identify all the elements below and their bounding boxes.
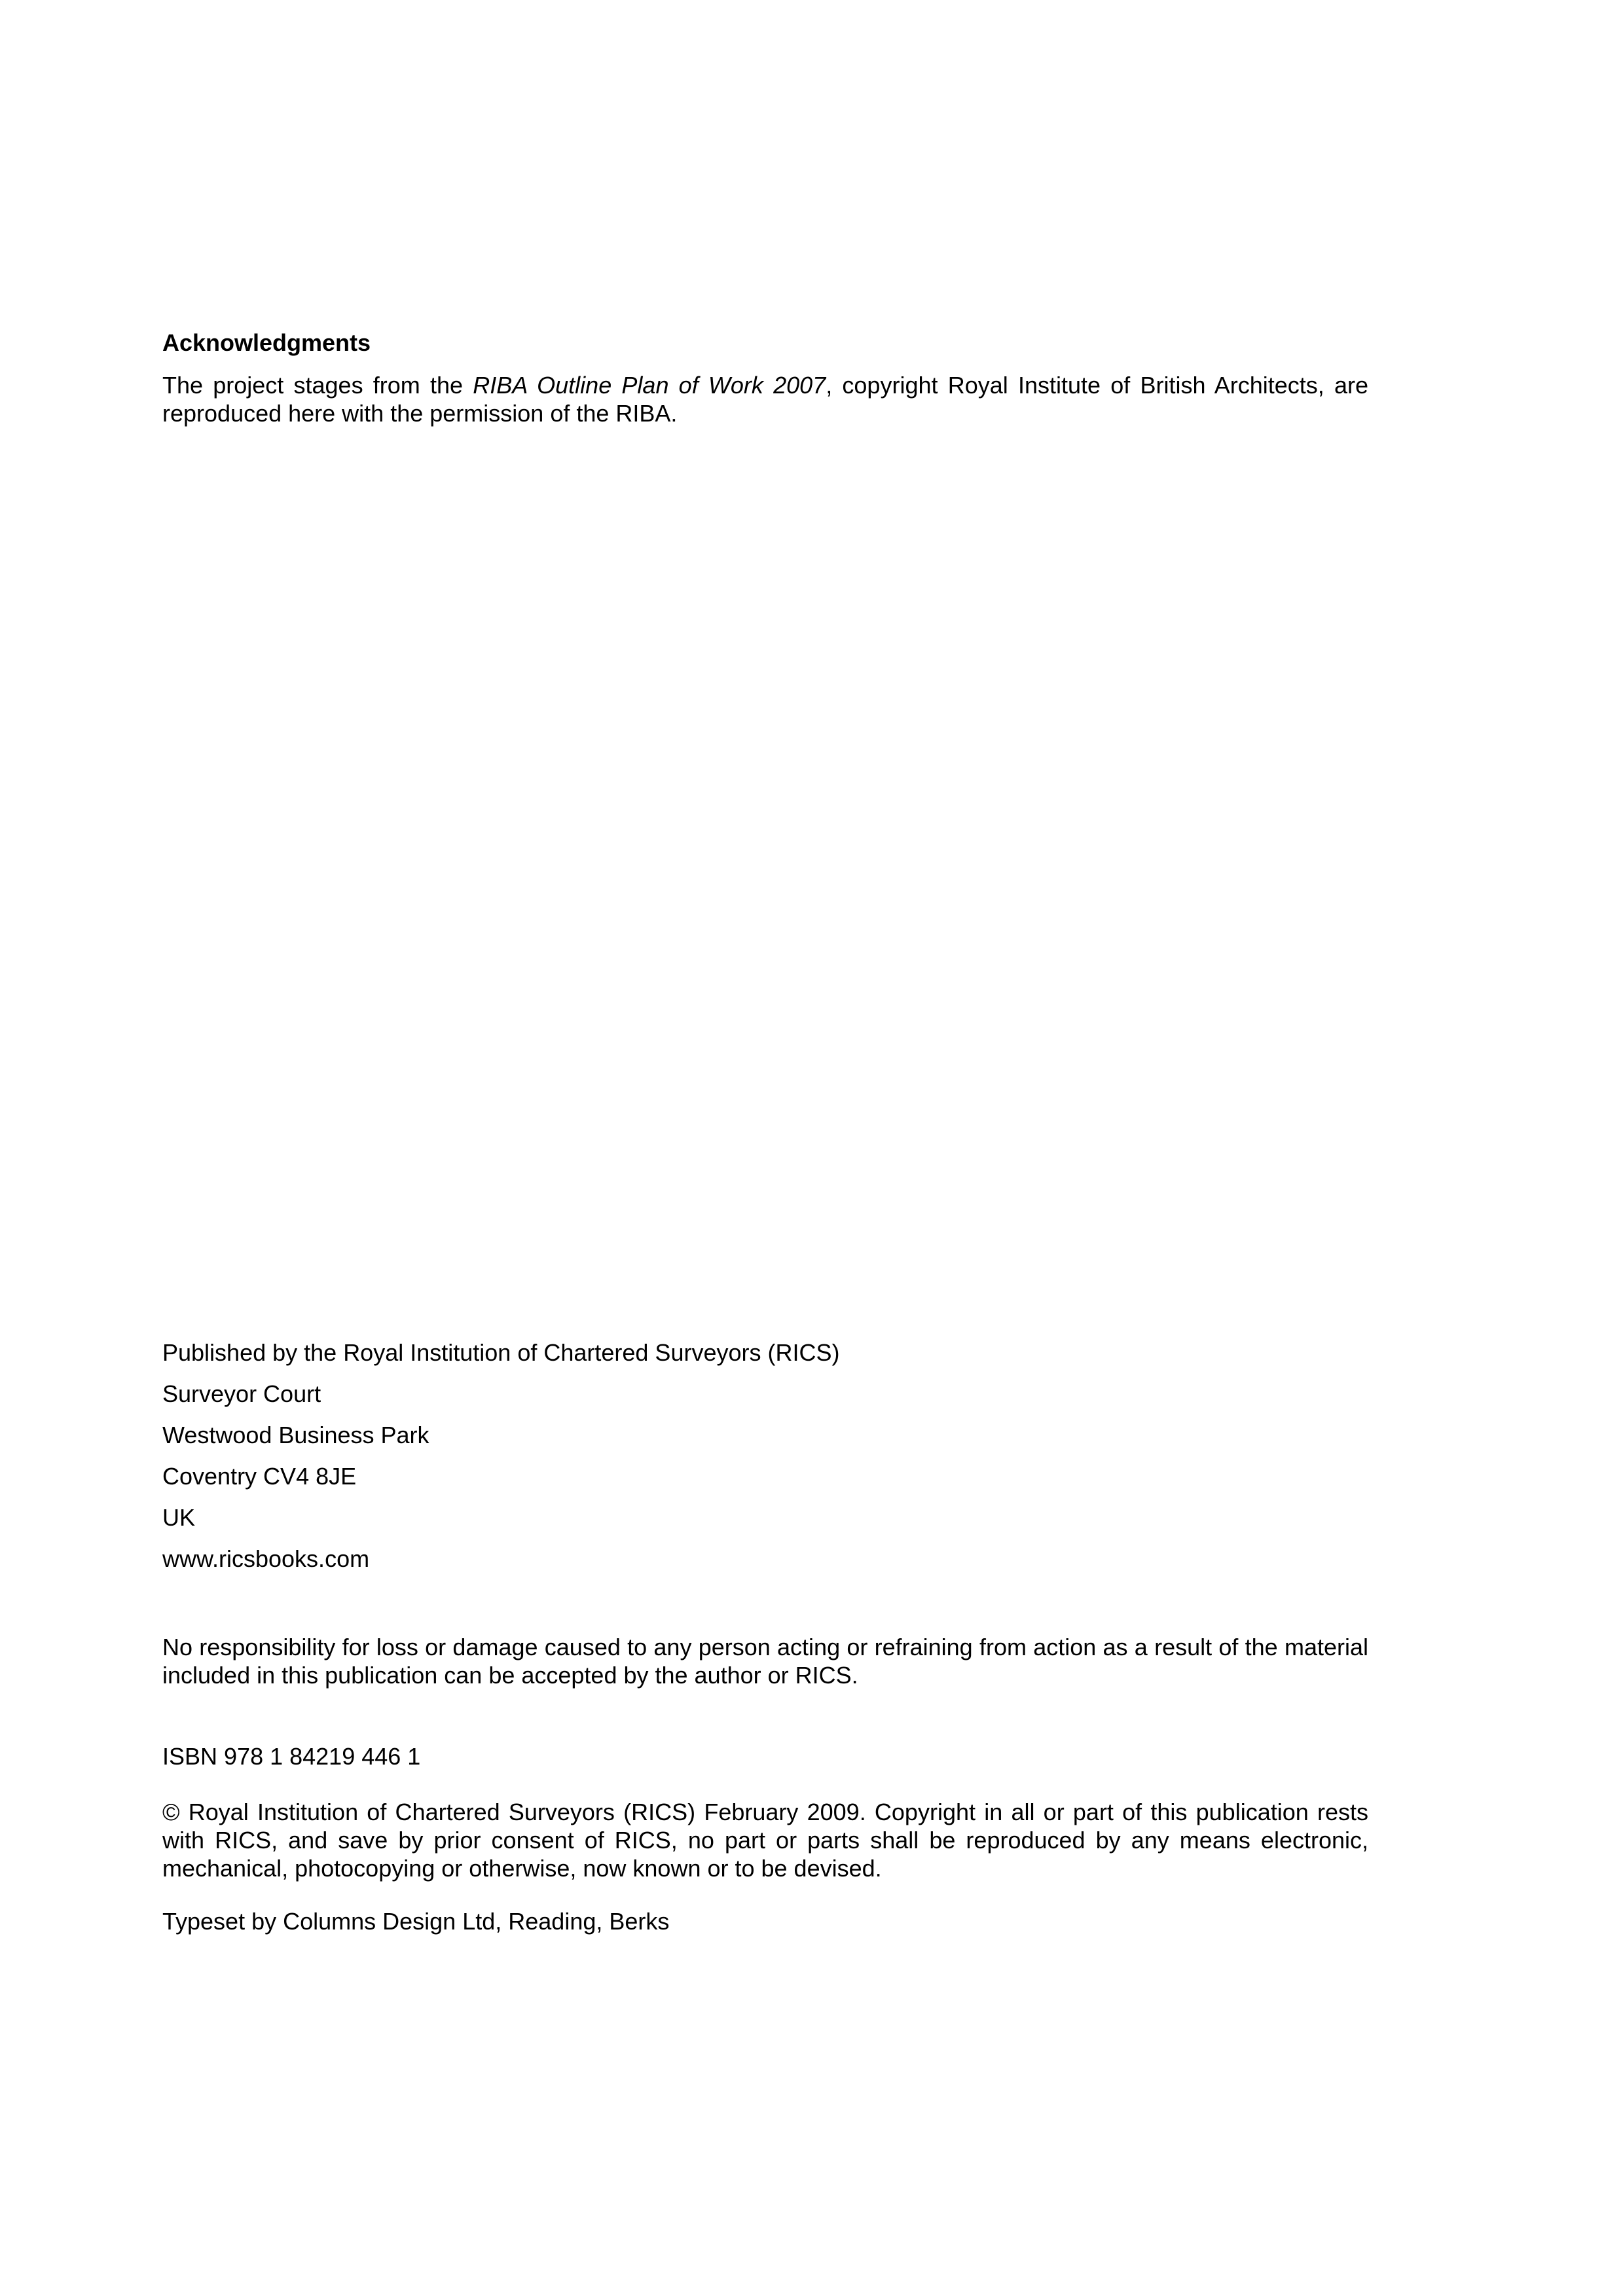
- acknowledgments-section: [162, 329, 1368, 357]
- riba-plan-title: RIBA Outline Plan of Work 2007: [473, 372, 826, 399]
- address-line-2: Westwood Business Park: [162, 1422, 429, 1448]
- acknowledgments-text-end: , copyright Royal Institute of British Architects, are reproduced here with the permission of the RIBA.: [162, 372, 1368, 427]
- acknowledgments-body: [162, 371, 1368, 427]
- isbn-block: [162, 1743, 1368, 1770]
- publisher-website: www.ricsbooks.com: [162, 1545, 370, 1572]
- acknowledgments-text: [162, 371, 1368, 427]
- isbn-text: ISBN 978 1 84219 446 1: [162, 1743, 421, 1770]
- disclaimer-text: No responsibility for loss or damage caused to any person acting or refraining from action as a result of the material included in this publication can be accepted by the author or RICS.: [162, 1634, 1368, 1689]
- typeset-block: [162, 1908, 1368, 1935]
- copyright-block: [162, 1798, 1368, 1882]
- disclaimer-block: [162, 1633, 1368, 1689]
- publisher-block: [162, 1339, 1368, 1587]
- published-by-line: Published by the Royal Institution of Chartered Surveyors (RICS): [162, 1339, 840, 1366]
- copyright-text: © Royal Institution of Chartered Surveyors (RICS) February 2009. Copyright in all or part of this publication rests with RICS, and save by prior consent of RICS, no part or parts shall be reproduced by any means electronic, mechanical, photocopying or otherwise, now known or to be devised.: [162, 1799, 1368, 1882]
- typeset-text: Typeset by Columns Design Ltd, Reading, Berks: [162, 1908, 670, 1935]
- acknowledgments-heading: Acknowledgments: [162, 329, 371, 356]
- address-line-3: Coventry CV4 8JE: [162, 1463, 357, 1490]
- address-line-1: Surveyor Court: [162, 1380, 321, 1407]
- acknowledgments-text-start: The project stages from the: [162, 372, 473, 399]
- address-country: UK: [162, 1504, 196, 1531]
